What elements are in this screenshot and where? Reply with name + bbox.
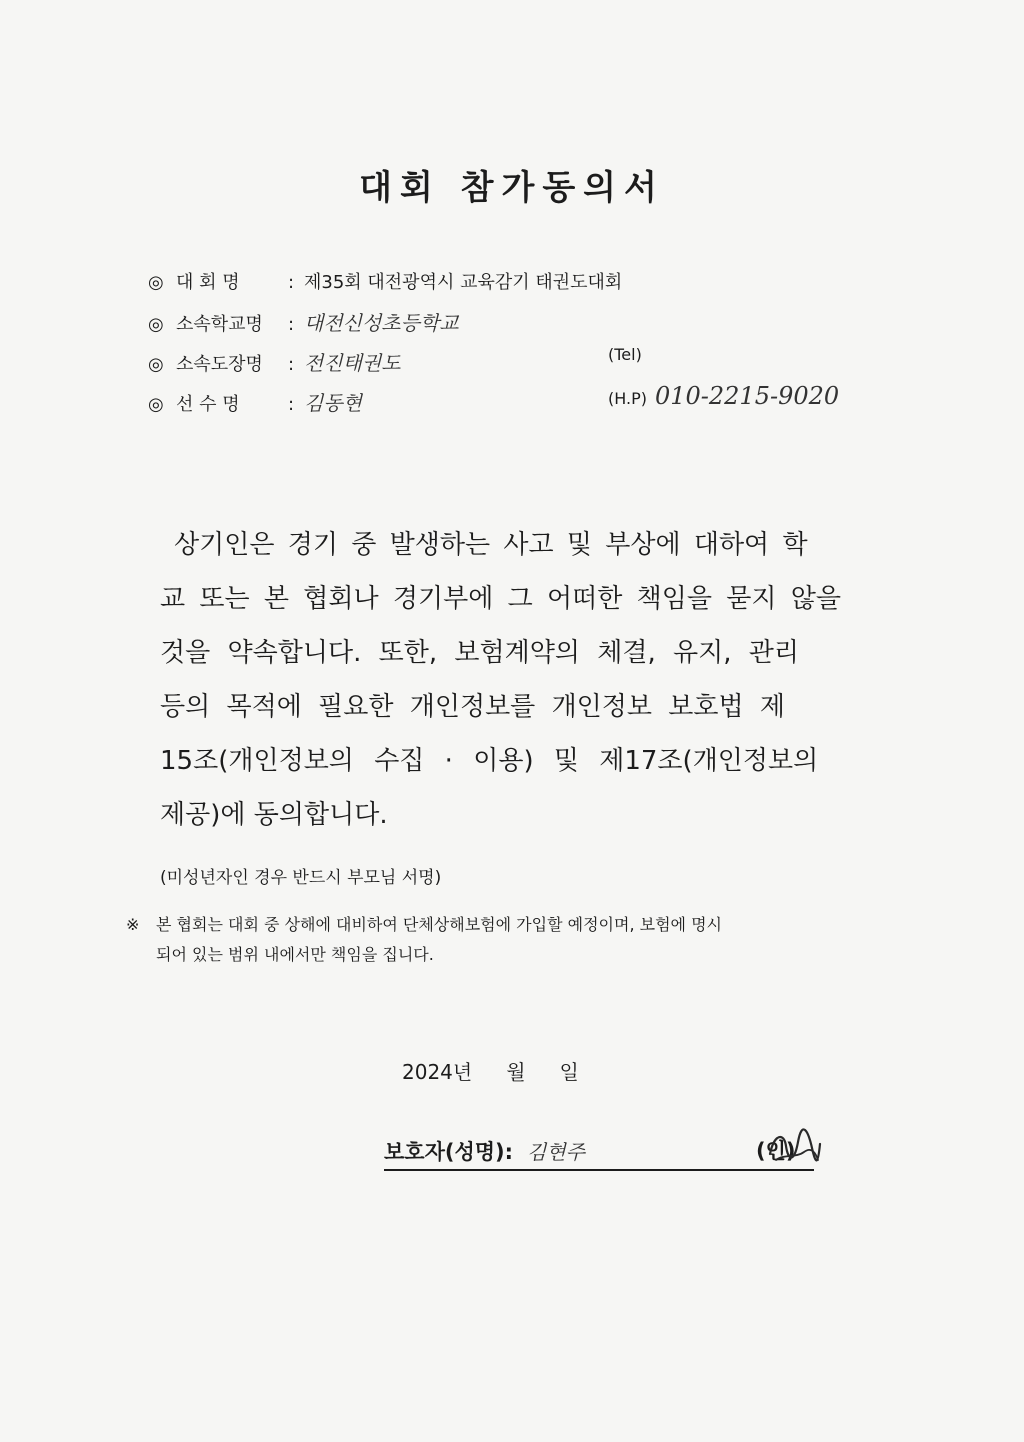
- info-label-dojang: 소속도장명: [176, 354, 263, 375]
- info-value-dojang-handwritten: 전진태권도: [304, 351, 401, 375]
- tel-label: (Tel): [608, 345, 642, 364]
- info-value-event-name: 제35회 대전광역시 교육감기 태권도대회: [304, 272, 623, 293]
- minor-signature-note: (미성년자인 경우 반드시 부모님 서명): [160, 868, 442, 888]
- date-line: [402, 1057, 613, 1087]
- consent-body-line: 15조(개인정보의 수집 · 이용) 및 제17조(개인정보의: [160, 746, 819, 776]
- guardian-signature-line: [384, 1135, 814, 1171]
- info-colon: :: [288, 394, 295, 415]
- date-day: 일: [559, 1060, 579, 1084]
- insurance-notice-line: [126, 910, 896, 940]
- bullet-mark: ◎: [148, 354, 164, 375]
- insurance-notice: [126, 910, 896, 970]
- bullet-mark: ◎: [148, 314, 164, 335]
- hp-row: [608, 381, 839, 411]
- consent-body-line: 교 또는 본 협회나 경기부에 그 어떠한 책임을 묻지 않을: [160, 584, 841, 614]
- seal-label: (인): [756, 1139, 796, 1163]
- consent-body-line: 것을 약속합니다. 또한, 보험계약의 체결, 유지, 관리: [160, 638, 799, 668]
- info-row-event-name: [148, 268, 622, 298]
- consent-body-line: 상기인은 경기 중 발생하는 사고 및 부상에 대하여 학: [174, 530, 808, 560]
- info-value-athlete-handwritten: 김동현: [304, 391, 362, 415]
- info-colon: :: [288, 314, 295, 335]
- document-title: 대회 참가동의서: [359, 168, 665, 208]
- reference-mark: ※: [126, 915, 140, 934]
- info-row-school: [148, 308, 459, 338]
- bullet-mark: ◎: [148, 394, 164, 415]
- info-row-athlete: [148, 388, 362, 418]
- info-label-event-name: 대 회 명: [176, 272, 240, 293]
- consent-body-line: 등의 목적에 필요한 개인정보를 개인정보 보호법 제: [160, 692, 786, 722]
- info-colon: :: [288, 354, 295, 375]
- handwritten-signature: [764, 1124, 824, 1174]
- info-colon: :: [288, 272, 295, 293]
- insurance-notice-text: 본 협회는 대회 중 상해에 대비하여 단체상해보험에 가입할 예정이며, 보험에 명시: [156, 915, 722, 934]
- guardian-label: 보호자(성명):: [384, 1140, 514, 1164]
- date-month: 월: [506, 1060, 526, 1084]
- info-row-dojang: [148, 348, 401, 378]
- info-label-athlete: 선 수 명: [176, 394, 240, 415]
- hp-value-handwritten: 010-2215-9020: [654, 382, 840, 410]
- consent-body: [160, 518, 850, 842]
- consent-body-line: 제공)에 동의합니다.: [160, 800, 388, 830]
- hp-label: (H.P): [608, 389, 647, 408]
- info-label-school: 소속학교명: [176, 314, 263, 335]
- tel-row: [608, 340, 642, 370]
- date-year: 2024년: [402, 1060, 473, 1084]
- info-value-school-handwritten: 대전신성초등학교: [304, 311, 459, 335]
- insurance-notice-line: 되어 있는 범위 내에서만 책임을 집니다.: [156, 945, 434, 964]
- guardian-name-handwritten: 김현주: [527, 1140, 585, 1164]
- bullet-mark: ◎: [148, 272, 164, 293]
